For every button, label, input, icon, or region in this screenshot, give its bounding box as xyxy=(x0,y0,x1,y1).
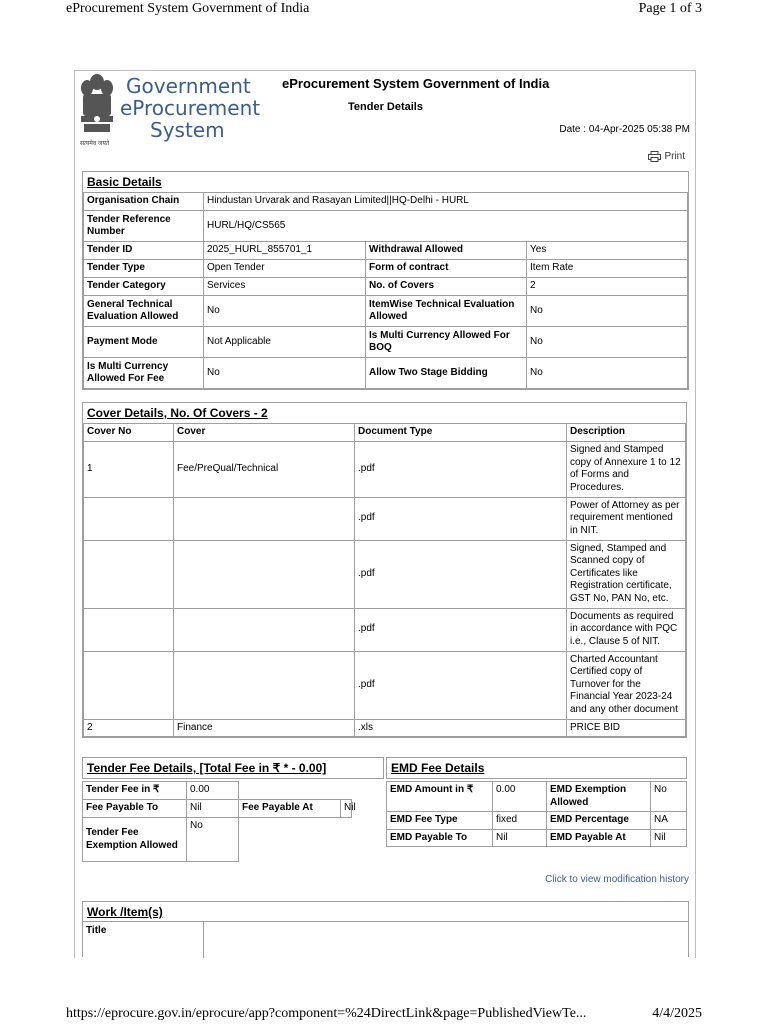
report-date: Date : 04-Apr-2025 05:38 PM xyxy=(559,124,690,135)
org-chain-label: Organisation Chain xyxy=(84,193,204,211)
print-page-number: Page 1 of 3 xyxy=(638,1,702,16)
emd-fee-title: EMD Fee Details xyxy=(386,757,687,779)
table-row xyxy=(84,358,688,389)
emd-fee-table xyxy=(386,781,687,847)
document-type-cell: .pdf xyxy=(355,608,567,651)
payment-mode-value: Not Applicable xyxy=(204,327,366,358)
table-row xyxy=(83,800,352,818)
emd-payable-to-value: Nil xyxy=(493,829,547,847)
tender-category-label: Tender Category xyxy=(84,278,204,296)
page-subtitle: Tender Details xyxy=(348,101,423,113)
table-row xyxy=(84,441,686,497)
table-row xyxy=(84,497,686,540)
logo-text-system: System xyxy=(150,118,225,142)
work-title-value xyxy=(204,921,688,958)
tender-fee-exemption-label: Tender Fee Exemption Allowed xyxy=(83,818,187,862)
cover-no-cell xyxy=(84,540,174,608)
multi-currency-boq-label: Is Multi Currency Allowed For BOQ xyxy=(366,327,527,358)
emd-percentage-label: EMD Percentage xyxy=(547,812,651,830)
print-page-header xyxy=(0,0,770,20)
tender-type-label: Tender Type xyxy=(84,260,204,278)
description-cell: PRICE BID xyxy=(567,719,686,737)
basic-details-title: Basic Details xyxy=(87,175,162,189)
emd-amount-label: EMD Amount in ₹ xyxy=(387,782,493,812)
col-header-cover: Cover xyxy=(174,424,355,442)
cover-cell xyxy=(174,497,355,540)
org-chain-value: Hindustan Urvarak and Rasayan Limited||HQ-Delhi - HURL xyxy=(204,193,688,211)
cover-no-cell xyxy=(84,608,174,651)
emd-exemption-value: No xyxy=(651,782,687,812)
cover-no-cell: 2 xyxy=(84,719,174,737)
itemwise-tech-eval-value: No xyxy=(527,296,688,327)
emd-fee-section xyxy=(386,757,687,847)
tender-fee-section xyxy=(82,757,384,862)
tender-fee-title: Tender Fee Details, [Total Fee in ₹ * - 0.00] xyxy=(82,757,384,779)
emd-exemption-label: EMD Exemption Allowed xyxy=(547,782,651,812)
table-row xyxy=(387,782,687,812)
emd-payable-to-label: EMD Payable To xyxy=(387,829,493,847)
tender-category-value: Services xyxy=(204,278,366,296)
withdrawal-allowed-label: Withdrawal Allowed xyxy=(366,242,527,260)
form-of-contract-value: Item Rate xyxy=(527,260,688,278)
payment-mode-label: Payment Mode xyxy=(84,327,204,358)
work-items-section xyxy=(82,901,689,957)
table-row xyxy=(84,260,688,278)
cover-no-cell: 1 xyxy=(84,441,174,497)
cover-cell: Fee/PreQual/Technical xyxy=(174,441,355,497)
cover-cell xyxy=(174,540,355,608)
two-stage-bidding-value: No xyxy=(527,358,688,389)
two-stage-bidding-label: Allow Two Stage Bidding xyxy=(366,358,527,389)
document-type-cell: .pdf xyxy=(355,540,567,608)
itemwise-tech-eval-label: ItemWise Technical Evaluation Allowed xyxy=(366,296,527,327)
cover-details-section xyxy=(82,402,687,738)
print-label: Print xyxy=(664,151,685,162)
col-header-description: Description xyxy=(567,424,686,442)
description-cell: Charted Accountant Certified copy of Turnover for the Financial Year 2023-24 and any other document xyxy=(567,651,686,719)
table-row xyxy=(84,540,686,608)
fee-payable-at-value: Nil xyxy=(341,800,352,818)
document-type-cell: .pdf xyxy=(355,651,567,719)
work-items-title: Work /Item(s) xyxy=(87,905,163,919)
col-header-cover-no: Cover No xyxy=(84,424,174,442)
multi-currency-boq-value: No xyxy=(527,327,688,358)
table-row xyxy=(84,242,688,260)
description-cell: Signed, Stamped and Scanned copy of Certificates like Registration certificate, GST No, PAN No, etc. xyxy=(567,540,686,608)
fee-payable-at-label: Fee Payable At xyxy=(239,800,341,818)
work-title-label: Title xyxy=(83,921,204,958)
table-row xyxy=(84,719,686,737)
tender-id-label: Tender ID xyxy=(84,242,204,260)
emd-fee-type-value: fixed xyxy=(493,812,547,830)
description-cell: Documents as required in accordance with PQC i.e., Clause 5 of NIT. xyxy=(567,608,686,651)
basic-details-table xyxy=(83,192,688,389)
modification-history-link[interactable]: Click to view modification history xyxy=(545,874,689,885)
no-of-covers-label: No. of Covers xyxy=(366,278,527,296)
table-row xyxy=(387,829,687,847)
print-header-title: eProcurement System Government of India xyxy=(66,1,310,16)
table-row xyxy=(84,193,688,211)
emblem-motto: सत्यमेव जयते xyxy=(80,141,110,147)
table-header-row xyxy=(84,424,686,442)
fee-payable-to-value: Nil xyxy=(187,800,239,818)
tender-fee-table xyxy=(82,781,356,862)
cover-details-table xyxy=(83,423,686,737)
table-row xyxy=(84,211,688,242)
general-tech-eval-value: No xyxy=(204,296,366,327)
col-header-document-type: Document Type xyxy=(355,424,567,442)
print-footer-url: https://eprocure.gov.in/eprocure/app?component=%24DirectLink&page=PublishedViewTe... xyxy=(66,1006,587,1021)
emd-percentage-value: NA xyxy=(651,812,687,830)
withdrawal-allowed-value: Yes xyxy=(527,242,688,260)
table-row xyxy=(83,782,352,800)
national-emblem-icon xyxy=(78,72,116,144)
table-row xyxy=(84,608,686,651)
print-button[interactable] xyxy=(648,151,685,162)
no-of-covers-value: 2 xyxy=(527,278,688,296)
tender-ref-value: HURL/HQ/CS565 xyxy=(204,211,688,242)
tender-ref-label: Tender Reference Number xyxy=(84,211,204,242)
basic-details-section xyxy=(82,171,689,390)
document-type-cell: .pdf xyxy=(355,441,567,497)
cover-cell: Finance xyxy=(174,719,355,737)
table-row xyxy=(83,818,352,862)
page-title: eProcurement System Government of India xyxy=(282,76,550,91)
tender-fee-value: 0.00 xyxy=(187,782,239,800)
cover-no-cell xyxy=(84,651,174,719)
table-row xyxy=(84,327,688,358)
emd-amount-value: 0.00 xyxy=(493,782,547,812)
description-cell: Signed and Stamped copy of Annexure 1 to 12 of Forms and Procedures. xyxy=(567,441,686,497)
logo-text-government: Government xyxy=(126,74,251,98)
cover-cell xyxy=(174,651,355,719)
gepnic-logo xyxy=(78,72,261,152)
fee-payable-to-label: Fee Payable To xyxy=(83,800,187,818)
tender-fee-label: Tender Fee in ₹ xyxy=(83,782,187,800)
document-type-cell: .xls xyxy=(355,719,567,737)
document-type-cell: .pdf xyxy=(355,497,567,540)
cover-details-title: Cover Details, No. Of Covers - 2 xyxy=(87,406,268,420)
tender-fee-exemption-value: No xyxy=(187,818,239,862)
emd-payable-at-value: Nil xyxy=(651,829,687,847)
logo-text-eprocurement: eProcurement xyxy=(120,96,261,120)
multi-currency-fee-value: No xyxy=(204,358,366,389)
general-tech-eval-label: General Technical Evaluation Allowed xyxy=(84,296,204,327)
cover-no-cell xyxy=(84,497,174,540)
multi-currency-fee-label: Is Multi Currency Allowed For Fee xyxy=(84,358,204,389)
table-row xyxy=(387,812,687,830)
table-row xyxy=(84,296,688,327)
table-row xyxy=(84,278,688,296)
emd-payable-at-label: EMD Payable At xyxy=(547,829,651,847)
printer-icon xyxy=(648,151,661,162)
emd-fee-type-label: EMD Fee Type xyxy=(387,812,493,830)
description-cell: Power of Attorney as per requirement mentioned in NIT. xyxy=(567,497,686,540)
table-row xyxy=(84,651,686,719)
tender-type-value: Open Tender xyxy=(204,260,366,278)
form-of-contract-label: Form of contract xyxy=(366,260,527,278)
print-footer-date: 4/4/2025 xyxy=(652,1006,702,1021)
tender-id-value: 2025_HURL_855701_1 xyxy=(204,242,366,260)
print-page-footer xyxy=(0,1004,770,1024)
cover-cell xyxy=(174,608,355,651)
